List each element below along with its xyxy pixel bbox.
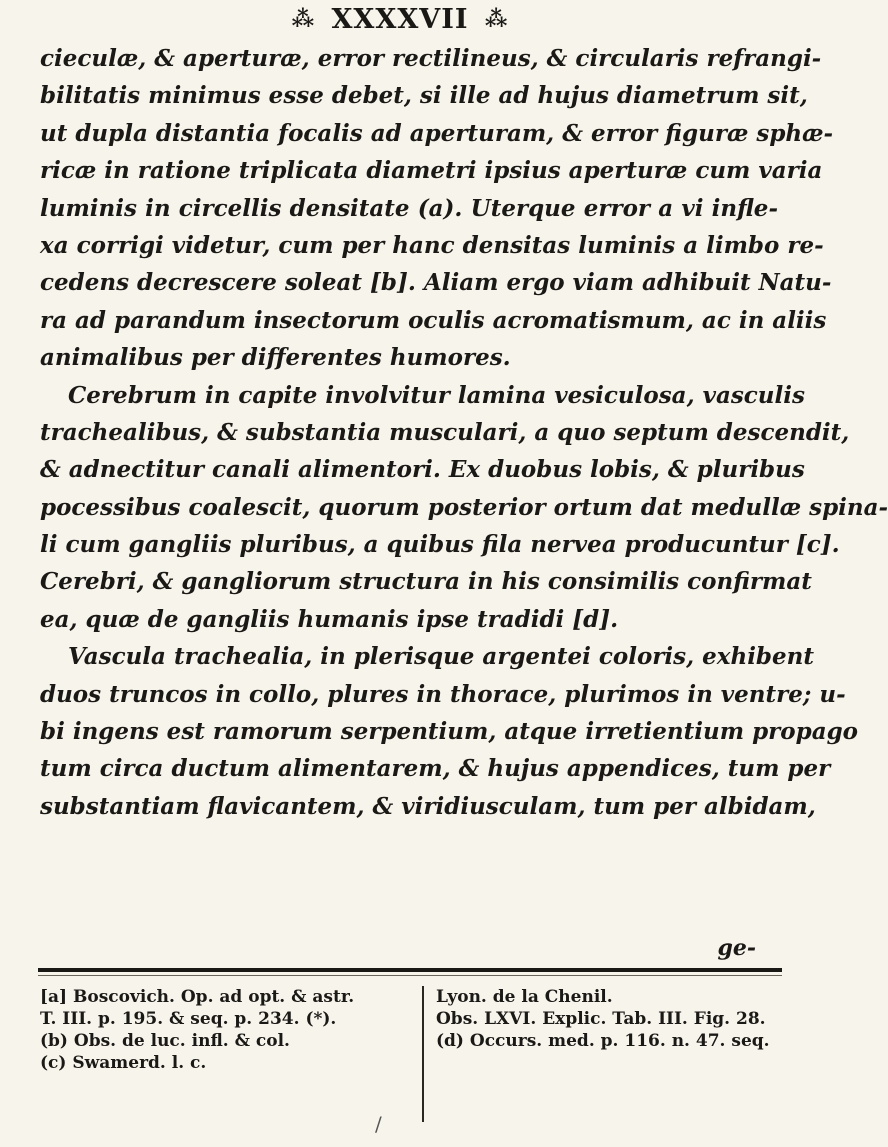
text-line: substantiam flavicantem, & viridiusculam, tum per albidam, — [40, 792, 816, 820]
footnote-rule — [38, 968, 782, 972]
text-line: cieculæ, & aperturæ, error rectilineus, & circularis refrangi- — [40, 45, 822, 72]
footnote: (c) Swamerd. l. c. — [40, 1053, 207, 1073]
page-header — [0, 2, 800, 37]
footnote: Obs. LXVI. Explic. Tab. III. Fig. 28. — [436, 1009, 766, 1029]
footnote-column-divider — [422, 986, 424, 1122]
footnote: [a] Boscovich. Op. ad opt. & astr. — [40, 987, 355, 1007]
footnotes-left-column — [40, 986, 410, 1074]
text-line: pocessibus coalescit, quorum posterior ortum dat medullæ spina- — [40, 493, 888, 521]
text-line: duos truncos in collo, plures in thorace, plurimos in ventre; u- — [40, 680, 846, 708]
text-line: ut dupla distantia focalis ad aperturam, & error figuræ sphæ- — [40, 119, 834, 147]
paragraph-start-line: Vascula trachealia, in plerisque argentei coloris, exhibent — [68, 643, 814, 671]
footnotes-right-column — [436, 986, 786, 1052]
text-line: & adnectitur canali alimentori. Ex duobus lobis, & pluribus — [40, 456, 805, 484]
catchword: ge- — [717, 935, 756, 961]
text-line: bi ingens est ramorum serpentium, atque irretientium propago — [40, 718, 859, 746]
text-line: bilitatis minimus esse debet, si ille ad hujus diametrum sit, — [40, 82, 808, 110]
text-line: trachealibus, & substantia musculari, a quo septum descendit, — [40, 418, 850, 446]
page-number: XXXXVII — [331, 4, 469, 35]
text-line: ra ad parandum insectorum oculis acromatismum, ac in aliis — [40, 306, 827, 334]
page-edge-mark: / — [375, 1112, 382, 1136]
ornament-right-icon: ⁂ — [484, 6, 509, 32]
text-line: li cum gangliis pluribus, a quibus fila nervea producuntur [c]. — [40, 531, 840, 559]
text-line: luminis in circellis densitate (a). Uterque error a vi infle- — [40, 194, 778, 222]
body-text — [40, 40, 888, 825]
ornament-left-icon: ⁂ — [291, 6, 316, 32]
text-line: ricæ in ratione triplicata diametri ipsius aperturæ cum varia — [40, 157, 823, 185]
text-line: Cerebri, & gangliorum structura in his consimilis confirmat — [40, 568, 812, 596]
paragraph-start-line: Cerebrum in capite involvitur lamina vesiculosa, vasculis — [68, 381, 805, 409]
footnote: T. III. p. 195. & seq. p. 234. (*). — [40, 1009, 337, 1029]
text-line: ea, quæ de gangliis humanis ipse tradidi [d]. — [40, 605, 619, 633]
text-line: tum circa ductum alimentarem, & hujus appendices, tum per — [40, 755, 831, 783]
footnote: (d) Occurs. med. p. 116. n. 47. seq. — [436, 1031, 770, 1051]
footnote: (b) Obs. de luc. infl. & col. — [40, 1031, 290, 1051]
text-line: animalibus per differentes humores. — [40, 344, 511, 372]
footnote: Lyon. de la Chenil. — [436, 987, 613, 1007]
text-line: cedens decrescere soleat [b]. Aliam ergo viam adhibuit Natu- — [40, 269, 832, 297]
footnote-rule-thin — [38, 975, 782, 976]
text-line: xa corrigi videtur, cum per hanc densitas luminis a limbo re- — [40, 231, 824, 259]
